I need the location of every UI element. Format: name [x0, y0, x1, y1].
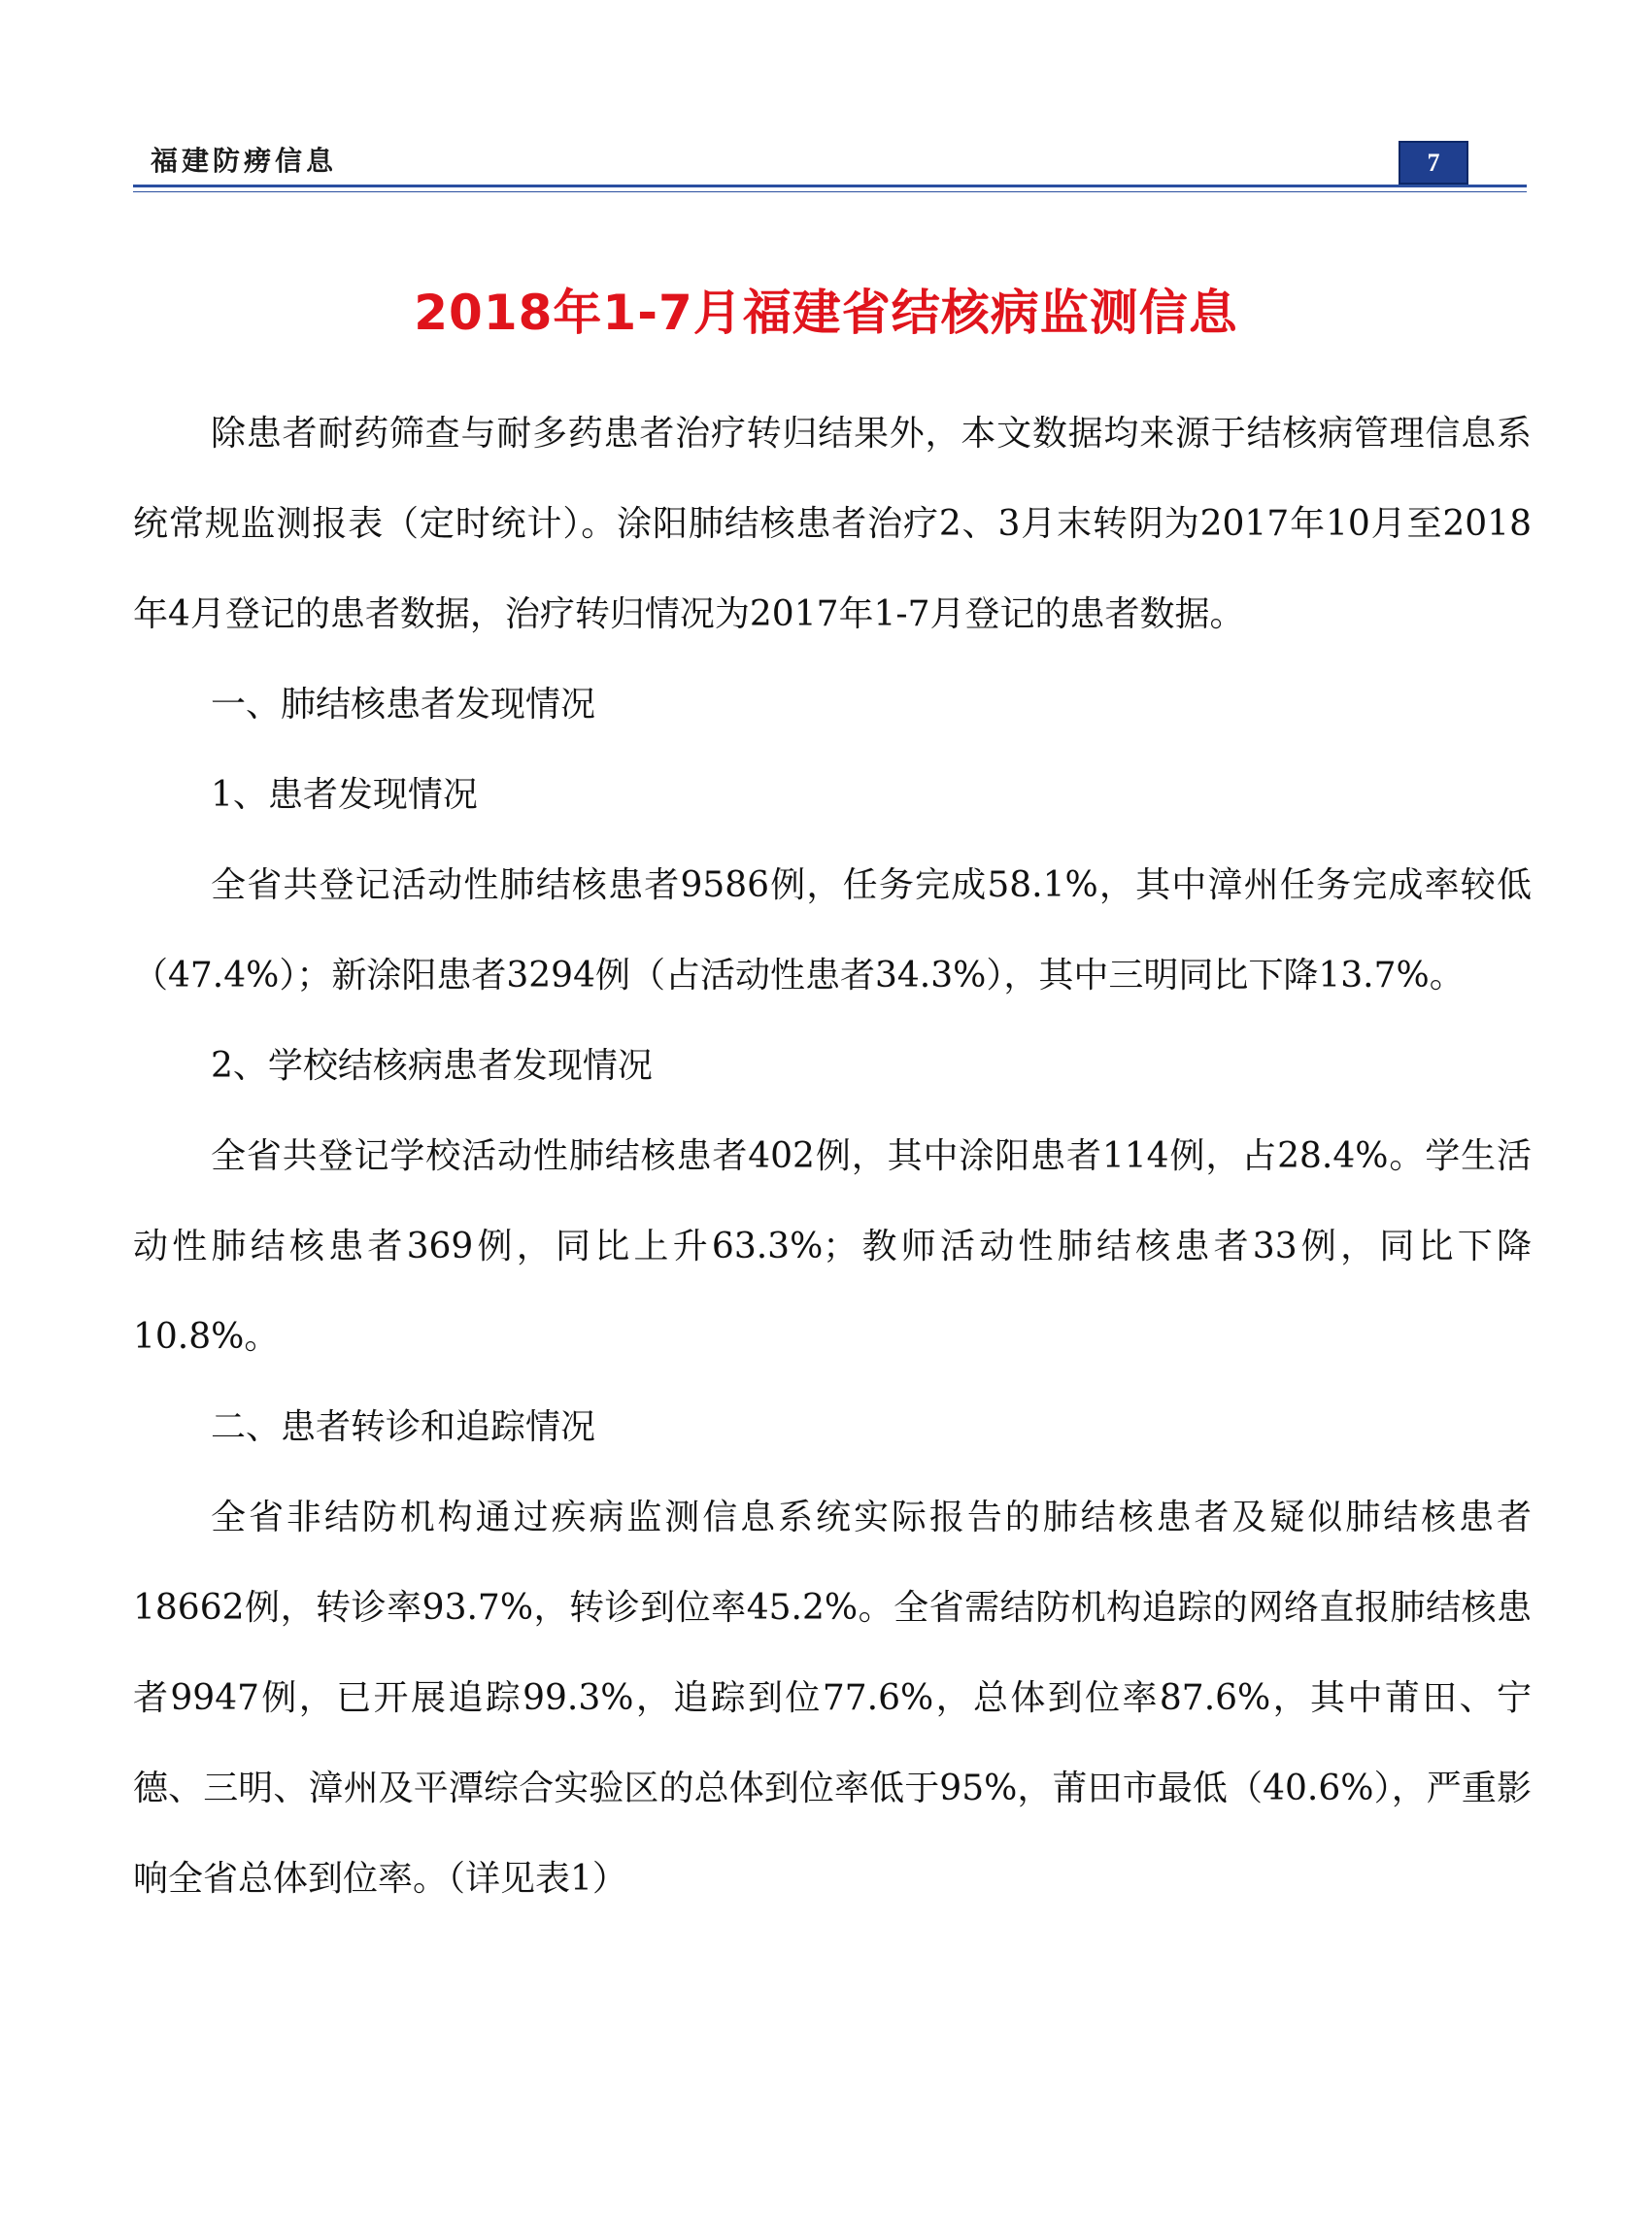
subsection-2-heading: 2、学校结核病患者发现情况 [211, 1046, 653, 1086]
subsection-1-paragraph: 全省共登记活动性肺结核患者9586例，任务完成58.1%，其中漳州任务完成率较低（47.4%）；新涂阳患者3294例（占活动性患者34.3%），其中三明同比下降13.7%。 [133, 865, 1532, 995]
page-header [133, 136, 1527, 194]
subsection-1-heading: 1、患者发现情况 [211, 775, 478, 815]
section-2-paragraph: 全省非结防机构通过疾病监测信息系统实际报告的肺结核患者及疑似肺结核患者18662例，转诊率93.7%，转诊到位率45.2%。全省需结防机构追踪的网络直报肺结核患者9947例，已开展追踪99.3%，追踪到位77.6%，总体到位率87.6%，其中莆田、宁德、三明、漳州及平潭综合实验区的总体到位率低于95%，莆田市最低（40.6%），严重影响全省总体到位率。（详见表1） [133, 1498, 1532, 1899]
page-number: 7 [1427, 148, 1440, 177]
publication-name: 福建防痨信息 [151, 145, 338, 177]
document-body [133, 388, 1532, 1924]
section-1-heading: 一、肺结核患者发现情况 [211, 685, 596, 725]
section-2-heading: 二、患者转诊和追踪情况 [211, 1407, 596, 1447]
intro-paragraph: 除患者耐药筛查与耐多药患者治疗转归结果外，本文数据均来源于结核病管理信息系统常规监测报表（定时统计）。涂阳肺结核患者治疗2、3月末转阴为2017年10月至2018年4月登记的患者数据，治疗转归情况为2017年1-7月登记的患者数据。 [133, 414, 1532, 634]
header-rule [133, 185, 1527, 187]
header-rule-thin [133, 191, 1527, 192]
document-title: 2018年1-7月福建省结核病监测信息 [414, 285, 1238, 341]
page-number-badge [1399, 141, 1468, 185]
subsection-2-paragraph: 全省共登记学校活动性肺结核患者402例，其中涂阳患者114例，占28.4%。学生活动性肺结核患者369例，同比上升63.3%；教师活动性肺结核患者33例，同比下降10.8%。 [133, 1136, 1532, 1357]
